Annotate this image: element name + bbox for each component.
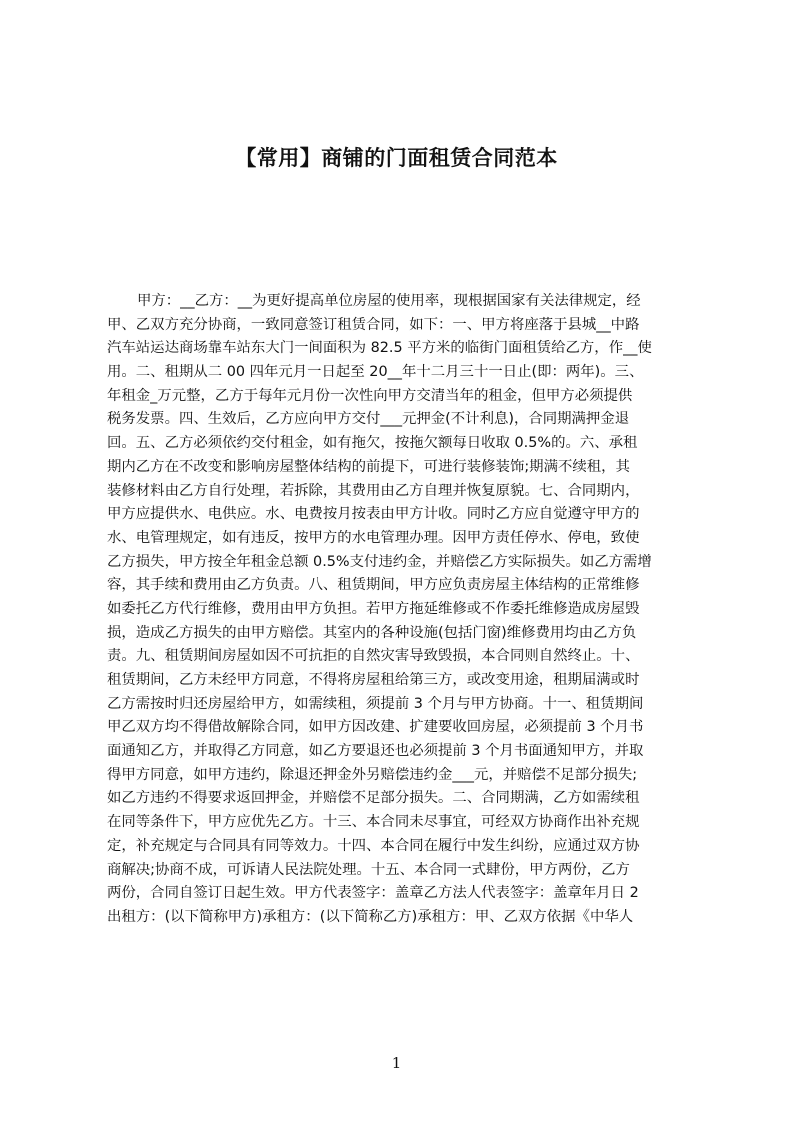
body-line: 甲方：__乙方：__为更好提高单位房屋的使用率，现根据国家有关法律规定，经: [137, 293, 641, 309]
body-line: 责。九、租赁期间房屋如因不可抗拒的自然灾害导致毁损，本合同则自然终止。十、: [107, 648, 640, 665]
body-line: 甲方应提供水、电供应。水、电费按月按表由甲方计收。同时乙方应自觉遵守甲方的: [107, 506, 640, 523]
body-line: 甲、乙双方充分协商，一致同意签订租赁合同，如下：一、甲方将座落于县城__中路: [107, 316, 640, 333]
body-line: 两份，合同自签订日起生效。甲方代表签字：盖章乙方法人代表签字：盖章年月日 2: [107, 885, 639, 902]
body-line: 定，补充规定与合同具有同等效力。十四、本合同在履行中发生纠纷，应通过双方协: [107, 837, 640, 854]
body-line: 商解决;协商不成，可诉请人民法院处理。十五、本合同一式肆份，甲方两份，乙方: [107, 861, 630, 878]
body-line: 税务发票。四、生效后，乙方应向甲方交付___元押金(不计利息)，合同期满押金退: [107, 411, 630, 428]
contract-body: [107, 290, 699, 995]
body-line: 乙方需按时归还房屋给甲方，如需续租，须提前 3 个月与甲方协商。十一、租赁期间: [107, 695, 644, 712]
body-line: 如乙方违约不得要求返回押金，并赔偿不足部分损失。二、合同期满，乙方如需续租: [107, 790, 640, 807]
body-line: 面通知乙方，并取得乙方同意，如乙方要退还也必须提前 3 个月书面通知甲方，并取: [107, 743, 644, 760]
body-line: 容，其手续和费用由乙方负责。八、租赁期间，甲方应负责房屋主体结构的正常维修: [107, 577, 640, 594]
body-line: 乙方损失，甲方按全年租金总额 0.5%支付违约金，并赔偿乙方实际损失。如乙方需增: [107, 553, 652, 570]
body-line: 回。五、乙方必须依约交付租金，如有拖欠，按拖欠额每日收取 0.5%的。六、承租: [107, 435, 638, 452]
body-line: 装修材料由乙方自行处理，若拆除，其费用由乙方自理并恢复原貌。七、合同期内，: [107, 482, 640, 499]
body-line: 甲乙双方均不得借故解除合同，如甲方因改建、扩建要收回房屋，必须提前 3 个月书: [107, 719, 644, 736]
body-line: 损，造成乙方损失的由甲方赔偿。其室内的各种设施(包括门窗)维修费用均由乙方负: [107, 624, 637, 641]
body-line: 在同等条件下，甲方应优先乙方。十三、本合同未尽事宜，可经双方协商作出补充规: [107, 814, 640, 831]
body-line: 出租方：(以下简称甲方)承租方：(以下简称乙方)承租方：甲、乙双方依据《中华人: [107, 908, 634, 925]
body-line: 水、电管理规定，如有违反，按甲方的水电管理办理。因甲方责任停水、停电，致使: [107, 529, 640, 546]
body-line: 期内乙方在不改变和影响房屋整体结构的前提下，可进行装修装饰;期满不续租，其: [107, 458, 630, 475]
body-line: 汽车站运达商场靠车站东大门一间面积为 82.5 平方米的临街门面租赁给乙方，作__使: [107, 340, 652, 357]
body-line: 用。二、租期从二 00 四年元月一日起至 20__年十二月三十一日止(即：两年)。三、: [107, 364, 644, 381]
body-line: 年租金_万元整，乙方于每年元月份一次性向甲方交清当年的租金，但甲方必须提供: [107, 387, 633, 404]
body-line: 得甲方同意，如甲方违约，除退还押金外另赔偿违约金___元，并赔偿不足部分损失;: [107, 766, 638, 783]
body-line: 租赁期间，乙方未经甲方同意，不得将房屋租给第三方，或改变用途，租期届满或时: [107, 672, 640, 688]
page-number: 1: [391, 1054, 402, 1072]
body-line: 如委托乙方代行维修，费用由甲方负担。若甲方拖延维修或不作委托维修造成房屋毁: [107, 600, 640, 617]
document-title: 【常用】商铺的门面租赁合同范本: [235, 146, 558, 170]
